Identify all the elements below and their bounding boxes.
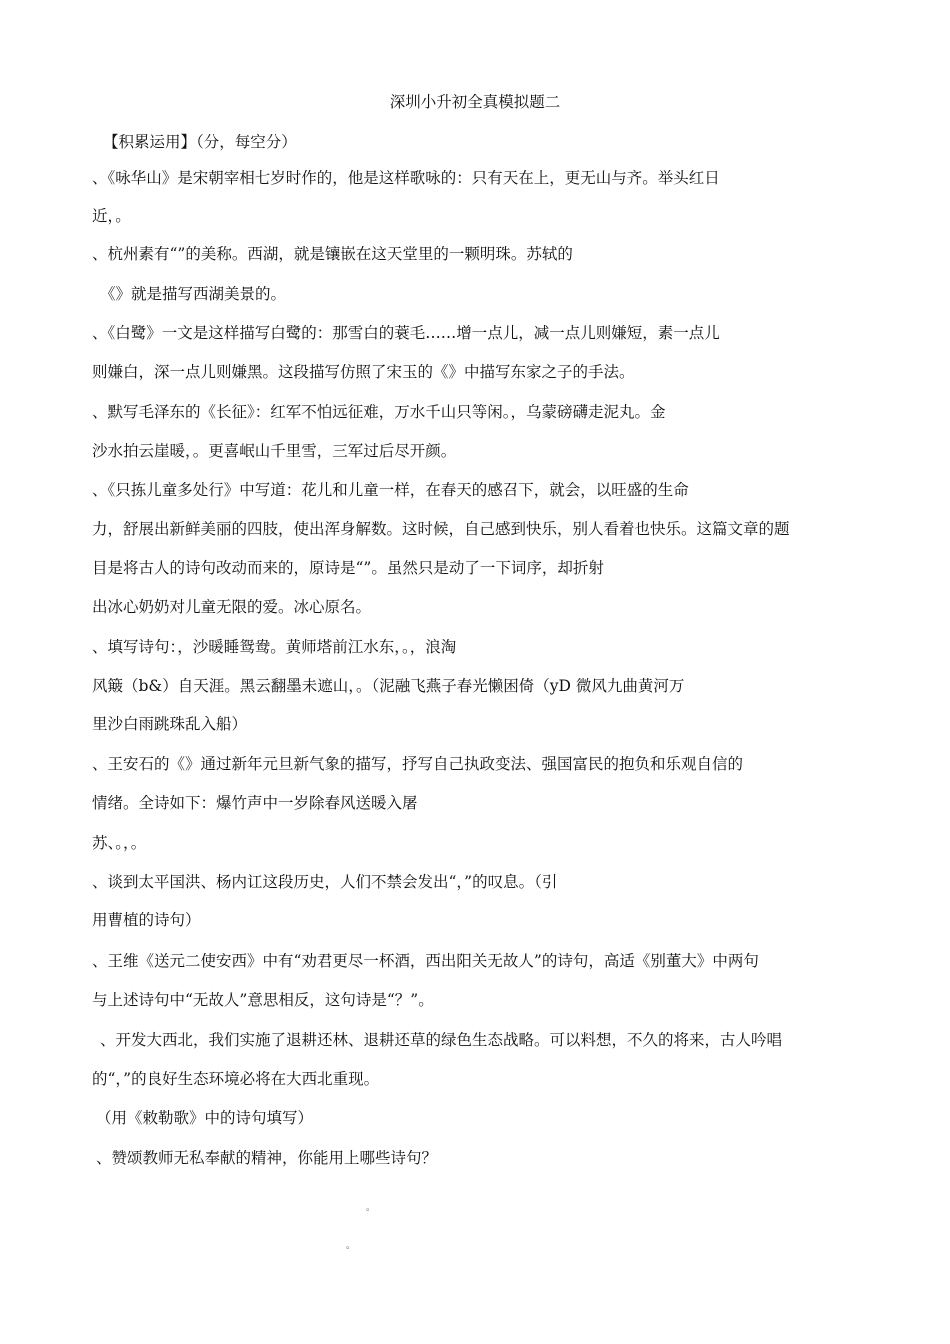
text-line: 沙水拍云崖暖，。更喜岷山千里雪，三军过后尽开颜。 bbox=[92, 442, 457, 460]
text-line: （用《敕勒歌》中的诗句填写） bbox=[96, 1109, 314, 1127]
text-line: 、杭州素有“”的美称。西湖，就是镶嵌在这天堂里的一颗明珠。苏轼的 bbox=[92, 245, 573, 263]
text-line: 、开发大西北，我们实施了退耕还林、退耕还草的绿色生态战略。可以料想，不久的将来，古人吟唱 bbox=[100, 1031, 783, 1049]
text-line: 里沙白雨跳珠乱入船） bbox=[92, 715, 248, 733]
text-line: 《》就是描写西湖美景的。 bbox=[100, 285, 287, 303]
text-line: 、赞颂教师无私奉献的精神，你能用上哪些诗句？ bbox=[96, 1149, 438, 1167]
answer-mark: 。 bbox=[366, 1203, 376, 1213]
text-line: 目是将古人的诗句改动而来的，原诗是“”。虽然只是动了一下词序，却折射 bbox=[92, 559, 604, 577]
text-line: 风簸（b&）自天涯。黑云翻墨未遮山，。（泥融飞燕子春光懒困倚（yD 微风九曲黄河万 bbox=[92, 677, 685, 695]
text-line: 、王维《送元二使安西》中有“劝君更尽一杯酒，西出阳关无故人”的诗句，高适《别董大》中两句 bbox=[92, 952, 759, 970]
text-line: 用曹植的诗句） bbox=[92, 911, 201, 929]
text-line: 苏、。，。 bbox=[92, 834, 147, 852]
text-line: 近，。 bbox=[92, 207, 131, 225]
text-line: 的“，”的良好生态环境必将在大西北重现。 bbox=[92, 1070, 380, 1088]
text-line: 情绪。全诗如下：爆竹声中一岁除春风送暖入屠 bbox=[92, 794, 418, 812]
text-line: 、《只拣儿童多处行》中写道：花儿和儿童一样，在春天的感召下，就会，以旺盛的生命 bbox=[92, 481, 689, 499]
text-line: 、默写毛泽东的《长征》：红军不怕远征难，万水千山只等闲。，乌蒙磅礴走泥丸。金 bbox=[92, 403, 666, 421]
text-line: 、王安石的《》通过新年元旦新气象的描写，抒写自己执政变法、强国富民的抱负和乐观自信的 bbox=[92, 755, 744, 773]
section-heading: 【积累运用】（分，每空分） bbox=[103, 133, 297, 151]
text-line: 与上述诗句中“无故人”意思相反，这句诗是“？”。 bbox=[92, 991, 434, 1009]
text-line: 力，舒展出新鲜美丽的四肢，使出浑身解数。这时候，自己感到快乐，别人看着也快乐。这篇文章的题 bbox=[92, 520, 790, 538]
text-line: 则嫌白，深一点儿则嫌黑。这段描写仿照了宋玉的《》中描写东家之子的手法。 bbox=[92, 363, 635, 381]
text-line: 、填写诗句：，沙暖睡鸳鸯。黄师塔前江水东，。，浪淘 bbox=[92, 638, 457, 656]
text-line: 、《咏华山》是宋朝宰相七岁时作的，他是这样歌咏的：只有天在上，更无山与齐。举头红日 bbox=[92, 169, 720, 187]
document-title: 深圳小升初全真模拟题二 bbox=[389, 93, 561, 111]
text-line: 、谈到太平国洪、杨内讧这段历史，人们不禁会发出“，”的叹息。（引 bbox=[92, 873, 558, 891]
answer-mark: 。 bbox=[346, 1241, 356, 1251]
text-line: 、《白鹭》一文是这样描写白鹭的：那雪白的蓑毛……增一点儿，减一点儿则嫌短，素一点儿 bbox=[92, 324, 720, 342]
text-line: 出冰心奶奶对儿童无限的爱。冰心原名。 bbox=[92, 598, 372, 616]
